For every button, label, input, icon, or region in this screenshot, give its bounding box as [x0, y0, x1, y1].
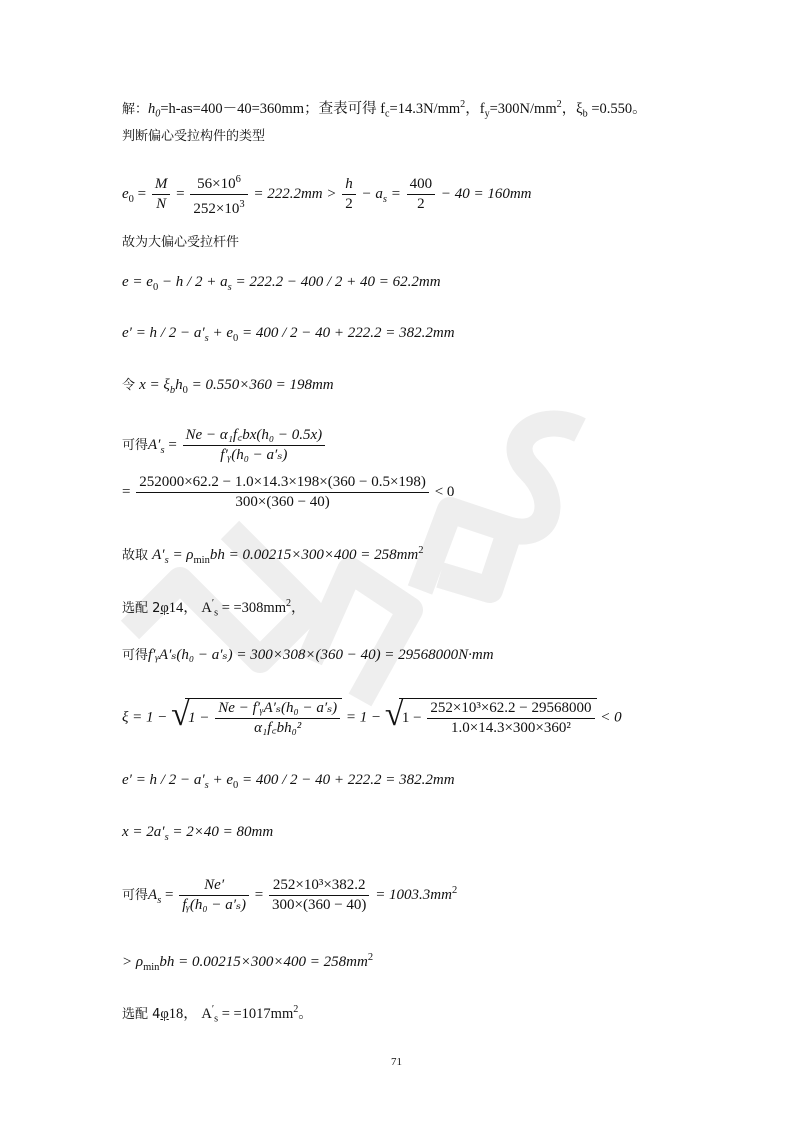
as-prime-formula: 可得$A'_s$ = $\frac{\text{Ne − α₁f꜀bx(h₀ − 0.5x)}}{\text{f′ᵧ(h₀ − a′ₛ)}}$ [122, 426, 327, 465]
large-eccentric-note: 故为大偏心受拉杆件 [122, 235, 240, 250]
e-equation: $e = e_0 - h / 2 + a_s = 222.2 - 400 / 2 + 40 = 62.2mm$ [122, 274, 441, 293]
solution-line: 解：$h_0=h-as=400-40=360mm$；查表可得 $f_c=14.3N/mm^2$，$f_y=300N/mm^2$，$\xi_b =0.550$。 [122, 99, 647, 120]
page-number: 71 [391, 1056, 402, 1068]
e-prime-equation-2: $e' = h / 2 - a'_s + e_0 = 400 / 2 - 40 + 222.2 = 382.2mm$ [122, 772, 455, 791]
rho-min-check: > $\rho_{min}bh = 0.00215\times 300\times 400 = 258mm^2$ [122, 952, 374, 973]
as-prime-substitution: = $\frac{252000\times 62.2 - 1.0\times 14.3\times 198\times(360 - 0.5\times 198)}{300\times(360 - 40)}$ < 0 [122, 474, 455, 510]
x-2as-equation: $x = 2a'_s = 2\times 40 = 80mm$ [122, 824, 274, 843]
e-prime-equation: $e' = h / 2 - a'_s + e_0 = 400 / 2 - 40 + 222.2 = 382.2mm$ [122, 325, 455, 344]
xi-equation: ξ = 1 − √ 1 − $\frac{\text{Ne − f′ᵧA′ₛ(h₀ − a′ₛ)}}{\text{α₁f꜀bh₀²}}$ = 1 − √ 1 − $\frac{\text{252×10³×62.2 − 29568000}}{\text{1.0×14.3×300×360²}}$ < 0 [122, 698, 622, 738]
moment-equation: 可得f′ᵧA′ₛ(h₀ − a′ₛ) = 300×308×(360 − 40) = 29568000N·mm [122, 647, 494, 663]
x-equation: 令 $x = \xi_bh_0 = 0.550\times 360 = 198mm$ [122, 377, 334, 396]
as-prime-min: 故取 $A'_s = \rho_{min}bh = 0.00215\times 300\times 400 = 258mm^2$ [122, 545, 424, 566]
eccentricity-equation: $e_0$ = $\frac{M}{N}$ = $\frac{56\times 10^6}{252\times 10^3}$ = 222.2mm > $\frac{h}{2}$ − $a_s$ = $\frac{400}{2}$ − 40 = 160mm [122, 170, 532, 219]
as-result-equation: 可得$A_s$ = $\frac{Ne'}{\text{fᵧ(h₀ − a′ₛ)}}$ = $\frac{\text{252×10³×382.2}}{300\times(360 - 40)}$ = $1003.3mm^2$ [122, 877, 458, 913]
type-heading: 判断偏心受拉构件的类型 [122, 129, 266, 144]
rebar-selection-1: 选配 2φ14， $A'_s = =308mm^2$， [122, 598, 306, 619]
rebar-selection-2: 选配 4φ18， $A'_s = =1017mm^2$。 [122, 1004, 313, 1025]
